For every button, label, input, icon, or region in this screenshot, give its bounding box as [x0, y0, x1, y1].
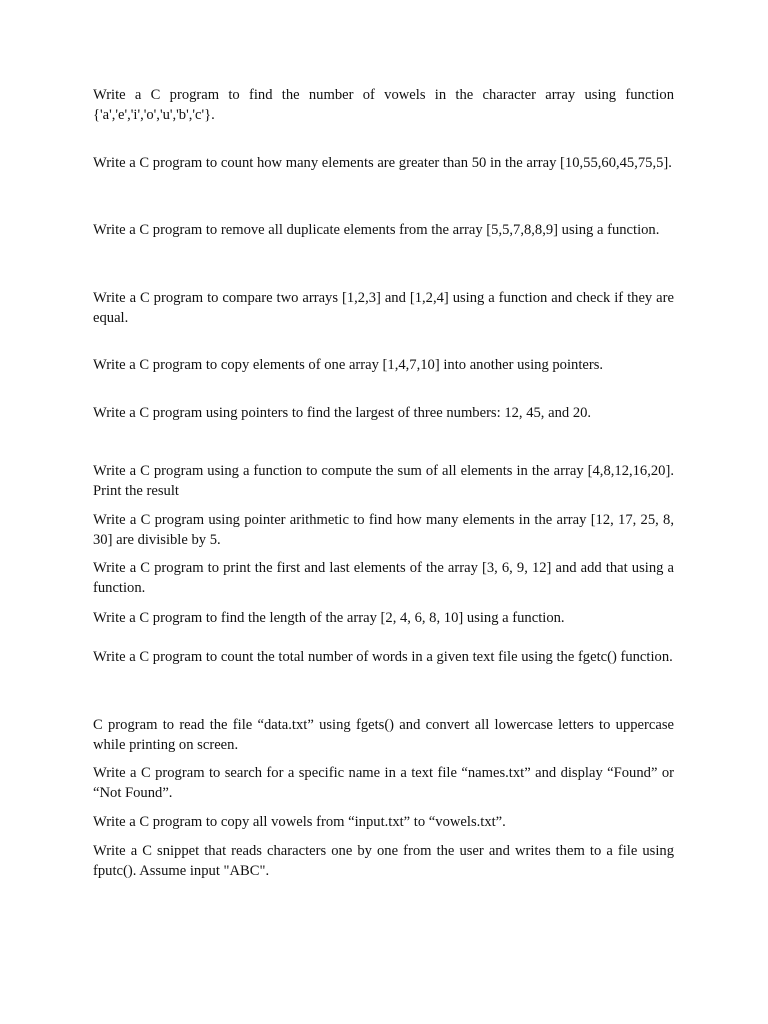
question-3-remove-duplicates: Write a C program to remove all duplicate elements from the array [5,5,7,8,8,9] using a function.	[93, 222, 660, 238]
question-6-largest-of-three: Write a C program using pointers to find the largest of three numbers: 12, 45, and 20.	[93, 405, 592, 421]
question-15-fputc-snippet: Write a C snippet that reads characters one by one from the user and writes them to a file using fputc(). Assume input "ABC".	[93, 843, 674, 879]
question-13-search-name: Write a C program to search for a specific name in a text file “names.txt” and display “Found” or “Not Found”.	[93, 765, 674, 801]
question-11-count-words-fgetc: Write a C program to count the total number of words in a given text file using the fgetc() function.	[93, 649, 673, 665]
question-5-copy-with-pointers: Write a C program to copy elements of one array [1,4,7,10] into another using pointers.	[93, 357, 604, 373]
question-9-first-and-last: Write a C program to print the first and last elements of the array [3, 6, 9, 12] and add that using a function.	[93, 560, 674, 596]
question-10-array-length: Write a C program to find the length of the array [2, 4, 6, 8, 10] using a function.	[93, 610, 565, 626]
question-7-sum-of-elements: Write a C program using a function to compute the sum of all elements in the array [4,8,12,16,20]. Print the result	[93, 463, 674, 499]
question-8-divisible-by-5: Write a C program using pointer arithmetic to find how many elements in the array [12, 17, 25, 8, 30] are divisible by 5.	[93, 512, 674, 548]
question-14-copy-vowels: Write a C program to copy all vowels from “input.txt” to “vowels.txt”.	[93, 814, 506, 830]
question-4-compare-arrays: Write a C program to compare two arrays [1,2,3] and [1,2,4] using a function and check if they are equal.	[93, 290, 674, 326]
question-1-vowel-count: Write a C program to find the number of vowels in the character array using function {'a','e','i','o','u','b','c'}.	[93, 87, 674, 123]
question-2-greater-than-50: Write a C program to count how many elements are greater than 50 in the array [10,55,60,45,75,5].	[93, 155, 672, 171]
question-12-uppercase-fgets: C program to read the file “data.txt” using fgets() and convert all lowercase letters to uppercase while printing on screen.	[93, 717, 674, 753]
